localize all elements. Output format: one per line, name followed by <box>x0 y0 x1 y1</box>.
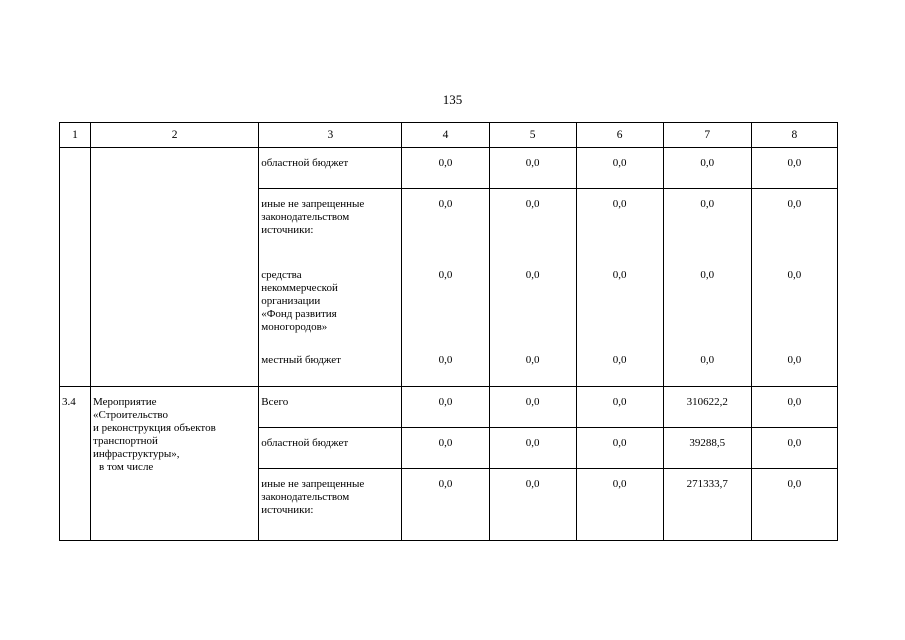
source-cell <box>259 428 402 469</box>
value-cell: 271333,7 <box>663 469 751 541</box>
value-cell: 0,0 <box>751 469 837 541</box>
value-cell: 0,0 <box>489 387 576 428</box>
value-cell: 0,0 <box>402 469 489 541</box>
source-cell <box>259 148 402 189</box>
description-text: в том числе <box>99 461 154 473</box>
value-cell: 0,0 <box>663 148 751 189</box>
description-text: «Строительство <box>93 409 169 421</box>
financing-table <box>59 122 838 541</box>
value-cell-group: 0,0 0,0 0,0 <box>751 189 837 387</box>
column-header: 1 <box>60 123 91 148</box>
table-row <box>60 148 838 189</box>
value-cell-group: 0,0 0,0 0,0 <box>663 189 751 387</box>
source-cell <box>259 469 402 541</box>
value-cell: 310622,2 <box>663 387 751 428</box>
value-cell: 0,0 <box>489 428 576 469</box>
source-text: моногородов» <box>261 321 328 333</box>
column-header: 6 <box>576 123 663 148</box>
source-text: законодательством <box>261 491 350 503</box>
description-text: и реконструкция объектов <box>93 422 216 434</box>
value-cell: 0,0 <box>576 148 663 189</box>
value-cell: 0,0 <box>489 148 576 189</box>
source-cell <box>259 387 402 428</box>
column-header: 3 <box>259 123 402 148</box>
value-cell: 39288,5 <box>663 428 751 469</box>
source-text: иные не запрещенные <box>261 478 365 490</box>
column-header: 4 <box>402 123 489 148</box>
description-cell-empty <box>91 148 259 387</box>
column-header: 7 <box>663 123 751 148</box>
source-cell-group <box>259 189 402 387</box>
value-cell: 0,0 <box>489 469 576 541</box>
source-text: источники: <box>261 224 314 236</box>
column-header: 8 <box>751 123 837 148</box>
value-cell: 0,0 <box>402 428 489 469</box>
value-cell: 0,0 <box>751 428 837 469</box>
source-text: «Фонд развития <box>261 308 337 320</box>
value-cell: 0,0 <box>751 387 837 428</box>
source-text: областной бюджет <box>261 437 349 449</box>
description-cell <box>91 387 259 541</box>
source-text: источники: <box>261 504 314 516</box>
source-text: местный бюджет <box>261 354 341 366</box>
value-cell: 0,0 <box>402 148 489 189</box>
source-text: Всего <box>261 396 289 408</box>
page-number: 135 <box>442 92 463 107</box>
column-header: 2 <box>91 123 259 148</box>
value-cell-group: 0,0 0,0 0,0 <box>576 189 663 387</box>
value-cell: 0,0 <box>402 387 489 428</box>
source-text: средства <box>261 269 302 281</box>
description-text: инфраструктуры», <box>93 448 180 460</box>
value-cell-group: 0,0 0,0 0,0 <box>489 189 576 387</box>
index-cell-empty <box>60 148 91 387</box>
column-header: 5 <box>489 123 576 148</box>
source-text: иные не запрещенные <box>261 198 365 210</box>
source-text: областной бюджет <box>261 157 349 169</box>
source-text: организации <box>261 295 321 307</box>
source-text: законодательством <box>261 211 350 223</box>
description-text: транспортной <box>93 435 158 447</box>
value-cell: 0,0 <box>576 469 663 541</box>
table-row <box>60 387 838 428</box>
description-text: Мероприятие <box>93 396 157 408</box>
value-cell: 0,0 <box>576 428 663 469</box>
value-cell-group: 0,0 0,0 0,0 <box>402 189 489 387</box>
value-cell: 0,0 <box>751 148 837 189</box>
source-text: некоммерческой <box>261 282 338 294</box>
header-row <box>60 123 838 148</box>
index-cell: 3.4 <box>60 387 91 541</box>
value-cell: 0,0 <box>576 387 663 428</box>
